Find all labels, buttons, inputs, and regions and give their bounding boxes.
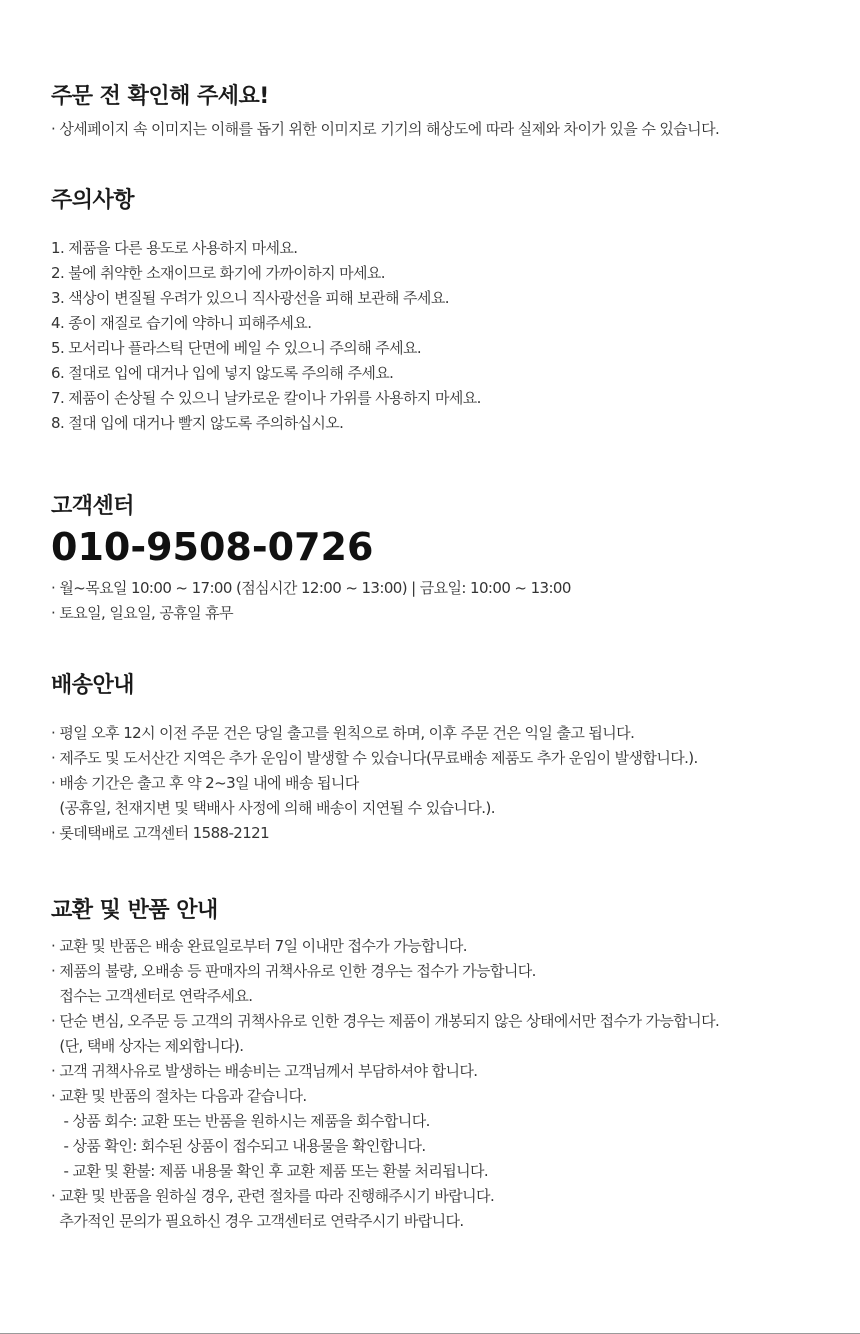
- returns-line: 추가적인 문의가 필요하신 경우 고객센터로 연락주시기 바랍니다.: [51, 1212, 464, 1230]
- caution-line: 1. 제품을 다른 용도로 사용하지 마세요.: [51, 239, 298, 257]
- order-notice-list: [51, 117, 820, 142]
- returns-list: [51, 934, 820, 1234]
- customer-center-title: 고객센터: [51, 494, 135, 519]
- returns-line: - 상품 확인: 회수된 상품이 접수되고 내용물을 확인합니다.: [51, 1137, 426, 1155]
- caution-line: 8. 절대 입에 대거나 빨지 않도록 주의하십시오.: [51, 414, 344, 432]
- shipping-line: (공휴일, 천재지변 및 택배사 사정에 의해 배송이 지연될 수 있습니다.).: [51, 799, 495, 817]
- shipping-line: · 평일 오후 12시 이전 주문 건은 당일 출고를 원칙으로 하며, 이후 주문 건은 익일 출고 됩니다.: [51, 724, 635, 742]
- order-notice-section: [51, 82, 820, 142]
- caution-section: [51, 186, 820, 436]
- caution-list: [51, 236, 820, 436]
- returns-line: · 교환 및 반품을 원하실 경우, 관련 절차를 따라 진행해주시기 바랍니다.: [51, 1187, 495, 1205]
- shipping-line: · 롯데택배로 고객센터 1588-2121: [51, 824, 270, 842]
- returns-line: (단, 택배 상자는 제외합니다).: [51, 1037, 244, 1055]
- customer-center-hours-line: · 토요일, 일요일, 공휴일 휴무: [51, 604, 233, 622]
- order-notice-title: 주문 전 확인해 주세요!: [51, 84, 269, 109]
- returns-section: [51, 896, 820, 1234]
- order-notice-line: · 상세페이지 속 이미지는 이해를 돕기 위한 이미지로 기기의 해상도에 따라 실제와 차이가 있을 수 있습니다.: [51, 120, 720, 138]
- customer-center-phone: 010-9508-0726: [51, 525, 374, 569]
- returns-line: · 교환 및 반품의 절차는 다음과 같습니다.: [51, 1087, 307, 1105]
- customer-center-hours-line: · 월~목요일 10:00 ~ 17:00 (점심시간 12:00 ~ 13:00) | 금요일: 10:00 ~ 13:00: [51, 579, 571, 597]
- customer-center-section: [51, 492, 820, 626]
- shipping-title: 배송안내: [51, 673, 135, 698]
- caution-line: 6. 절대로 입에 대거나 입에 넣지 않도록 주의해 주세요.: [51, 364, 394, 382]
- returns-line: 접수는 고객센터로 연락주세요.: [51, 987, 253, 1005]
- returns-line: - 상품 회수: 교환 또는 반품을 원하시는 제품을 회수합니다.: [51, 1112, 430, 1130]
- returns-line: - 교환 및 환불: 제품 내용물 확인 후 교환 제품 또는 환불 처리됩니다.: [51, 1162, 489, 1180]
- returns-line: · 제품의 불량, 오배송 등 판매자의 귀책사유로 인한 경우는 접수가 가능합니다.: [51, 962, 536, 980]
- caution-line: 4. 종이 재질로 습기에 약하니 피해주세요.: [51, 314, 312, 332]
- caution-title: 주의사항: [51, 188, 135, 213]
- caution-line: 7. 제품이 손상될 수 있으니 날카로운 칼이나 가위를 사용하지 마세요.: [51, 389, 481, 407]
- caution-line: 2. 불에 취약한 소재이므로 화기에 가까이하지 마세요.: [51, 264, 385, 282]
- shipping-list: [51, 721, 820, 846]
- customer-center-hours-list: [51, 576, 820, 626]
- caution-line: 5. 모서리나 플라스틱 단면에 베일 수 있으니 주의해 주세요.: [51, 339, 422, 357]
- shipping-line: · 배송 기간은 출고 후 약 2~3일 내에 배송 됩니다: [51, 774, 359, 792]
- returns-line: · 고객 귀책사유로 발생하는 배송비는 고객님께서 부담하셔야 합니다.: [51, 1062, 478, 1080]
- shipping-line: · 제주도 및 도서산간 지역은 추가 운임이 발생할 수 있습니다(무료배송 제품도 추가 운임이 발생합니다.).: [51, 749, 698, 767]
- caution-line: 3. 색상이 변질될 우려가 있으니 직사광선을 피해 보관해 주세요.: [51, 289, 449, 307]
- returns-line: · 교환 및 반품은 배송 완료일로부터 7일 이내만 접수가 가능합니다.: [51, 937, 467, 955]
- returns-title: 교환 및 반품 안내: [51, 898, 218, 923]
- shipping-section: [51, 671, 820, 846]
- returns-line: · 단순 변심, 오주문 등 고객의 귀책사유로 인한 경우는 제품이 개봉되지 않은 상태에서만 접수가 가능합니다.: [51, 1012, 720, 1030]
